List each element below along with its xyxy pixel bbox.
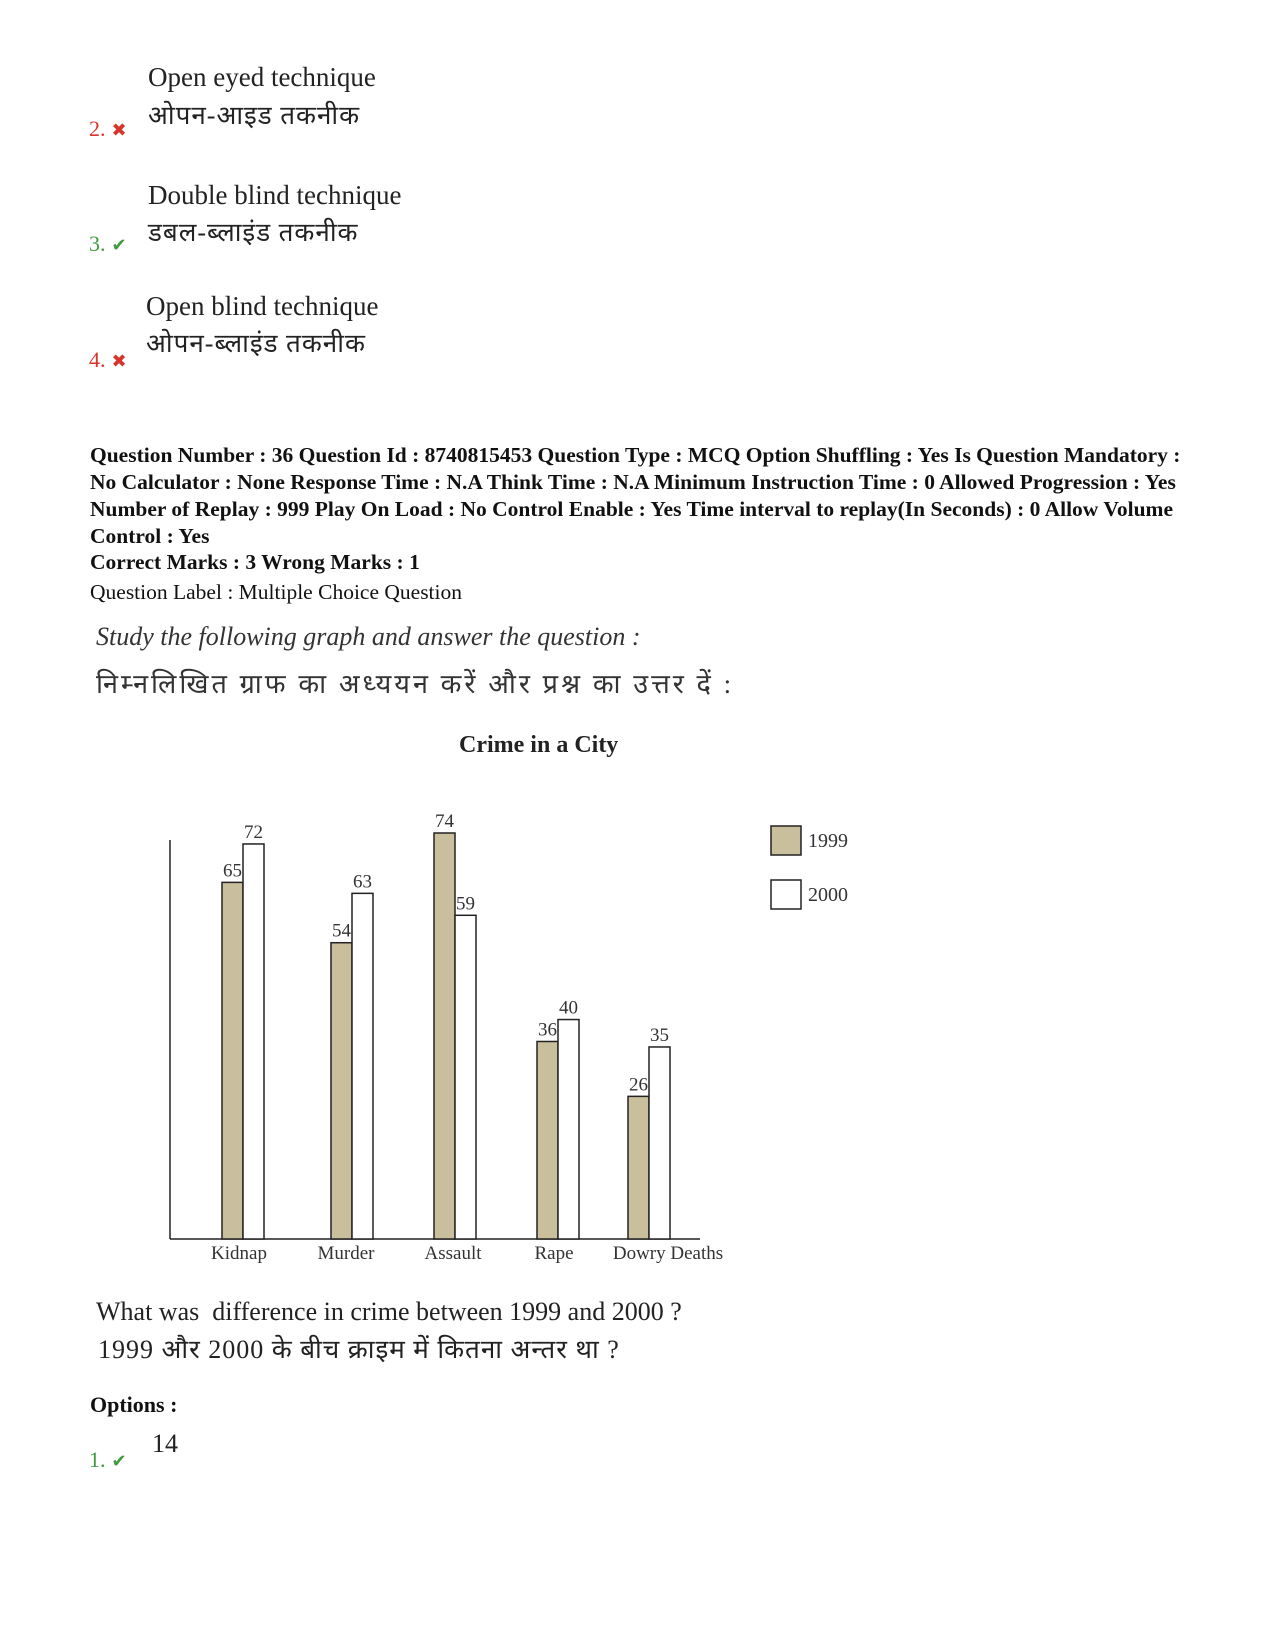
category-label-3: Rape bbox=[534, 1243, 574, 1264]
check-icon: ✔ bbox=[111, 1451, 127, 1471]
option-4-number: 4. bbox=[89, 347, 106, 372]
option-2-number: 2. bbox=[89, 116, 106, 141]
category-label-2: Assault bbox=[424, 1243, 482, 1264]
chart-title: Crime in a City bbox=[459, 732, 619, 758]
bar-1999-3 bbox=[537, 1041, 558, 1239]
question-label: Question Label : Multiple Choice Question bbox=[90, 580, 463, 604]
data-label-2000-4: 35 bbox=[650, 1024, 669, 1046]
data-label-2000-0: 72 bbox=[244, 821, 263, 843]
legend-swatch-1999 bbox=[771, 826, 801, 855]
legend-label-2000: 2000 bbox=[808, 884, 848, 906]
bar-2000-2 bbox=[455, 915, 476, 1239]
legend-label-1999: 1999 bbox=[808, 830, 848, 852]
option-3-english: Double blind technique bbox=[148, 180, 402, 210]
cross-icon: ✖ bbox=[111, 120, 127, 140]
legend-swatch-2000 bbox=[771, 880, 801, 909]
instruction-hindi: निम्नलिखित ग्राफ का अध्ययन करें और प्रश्न का उत्तर दें : bbox=[96, 669, 735, 699]
bar-2000-1 bbox=[352, 893, 373, 1239]
data-label-1999-0: 65 bbox=[223, 860, 242, 882]
option-2-english: Open eyed technique bbox=[148, 62, 376, 92]
option-3-hindi: डबल-ब्लाइंड तकनीक bbox=[148, 218, 359, 247]
question-text-hindi: 1999 और 2000 के बीच क्राइम में कितना अन्तर था ? bbox=[98, 1335, 620, 1364]
data-label-2000-3: 40 bbox=[559, 997, 578, 1019]
bar-1999-2 bbox=[434, 833, 455, 1239]
bar-2000-0 bbox=[243, 844, 264, 1239]
option-1-number: 1. bbox=[89, 1447, 106, 1472]
bar-1999-0 bbox=[222, 882, 243, 1239]
option-4-hindi: ओपन-ब्लाइंड तकनीक bbox=[146, 329, 366, 358]
bar-1999-1 bbox=[331, 943, 352, 1239]
option-1-value: 14 bbox=[152, 1429, 178, 1458]
cross-icon: ✖ bbox=[111, 351, 127, 371]
data-label-2000-1: 63 bbox=[353, 871, 372, 893]
bar-2000-4 bbox=[649, 1047, 670, 1239]
category-label-0: Kidnap bbox=[211, 1243, 267, 1264]
option-3-number: 3. bbox=[89, 231, 106, 256]
check-icon: ✔ bbox=[111, 235, 127, 255]
data-label-1999-1: 54 bbox=[332, 920, 351, 942]
data-label-2000-2: 59 bbox=[456, 893, 475, 915]
data-label-1999-4: 26 bbox=[629, 1074, 648, 1096]
category-label-4: Dowry Deaths bbox=[612, 1243, 724, 1264]
question-meta: Question Number : 36 Question Id : 8740815453 Question Type : MCQ Option Shuffling : Yes Is Question Mandatory : No Calculator : None Response Time : N.A Think Time : N.A Minimum Instruction Time : 0 Allowed Progression : Yes Number of Replay : 999 Play On Load : No Control Enable : Yes Time interval to replay(In Seconds) : 0 Allow Volume Control : Yes bbox=[90, 443, 1181, 548]
question-text-english: What was difference in crime between 1999 and 2000 ? bbox=[96, 1297, 682, 1326]
data-label-1999-3: 36 bbox=[538, 1019, 557, 1041]
data-label-1999-2: 74 bbox=[435, 811, 454, 832]
instruction-english: Study the following graph and answer the question : bbox=[96, 622, 641, 651]
option-2-hindi: ओपन-आइड तकनीक bbox=[148, 101, 361, 130]
bar-2000-3 bbox=[558, 1020, 579, 1239]
options-heading: Options : bbox=[90, 1392, 178, 1417]
question-marks: Correct Marks : 3 Wrong Marks : 1 bbox=[90, 550, 420, 574]
option-4-english: Open blind technique bbox=[146, 291, 379, 321]
bar-1999-4 bbox=[628, 1096, 649, 1239]
category-label-1: Murder bbox=[317, 1243, 375, 1264]
option-1-marker bbox=[89, 1447, 127, 1473]
